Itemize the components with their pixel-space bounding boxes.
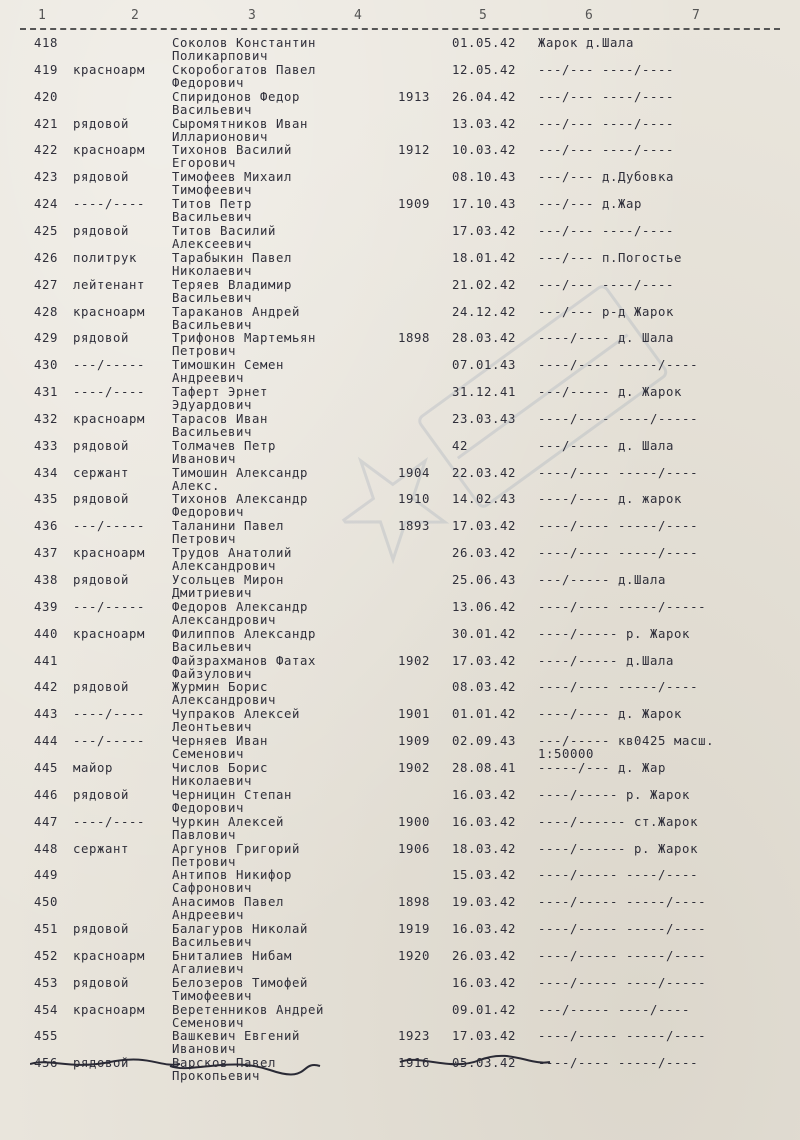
record-date: 24.12.42 [452,304,517,319]
record-patronymic: Файзулович [172,666,253,681]
record-name: Скоробогатов Павел [172,62,317,77]
record-number: 440 [34,626,59,641]
record-place: ----/---- -----/----- [538,599,707,614]
record-place: ----/---- -----/---- [538,465,699,480]
column-number: 6 [585,8,593,23]
record-patronymic: Семенович [172,747,245,762]
record-name: Тимошин Александр [172,465,309,480]
record-number: 422 [34,143,59,158]
record-place: ----/---- -----/---- [538,680,699,695]
record-name: Чуркин Алексей [172,814,285,829]
record-row [0,252,800,279]
record-place-extra: 1:50000 [538,747,595,762]
record-patronymic: Семенович [172,1015,245,1030]
record-patronymic: Дмитриевич [172,586,253,600]
record-place: ---/--- р-д Жарок [538,304,675,319]
record-number: 438 [34,573,59,587]
record-date: 18.01.42 [452,250,517,265]
record-date: 28.08.41 [452,760,517,775]
record-date: 17.03.42 [452,653,517,668]
record-row [0,520,800,547]
record-place: ----/---- -----/---- [538,519,699,534]
record-date: 21.02.42 [452,277,517,292]
record-patronymic: Васильевич [172,424,253,439]
record-number: 445 [34,760,59,775]
record-patronymic: Андреевич [172,371,245,386]
record-patronymic: Леонтьевич [172,720,253,735]
record-row [0,493,800,520]
record-rank: сержант [73,465,130,480]
record-rank: рядовой [73,438,130,453]
record-patronymic: Алексеевич [172,236,253,251]
record-patronymic: Тимофеевич [172,183,253,198]
record-place: ----/---- д. Шала [538,331,675,346]
record-date: 18.03.42 [452,841,517,856]
record-patronymic: Прокопьевич [172,1069,261,1084]
record-rank: рядовой [73,331,130,346]
record-row [0,467,800,494]
record-place: ---/----- кв0425 масш. [538,734,715,749]
record-number: 423 [34,170,59,185]
record-patronymic: Иванович [172,1042,237,1057]
record-patronymic: Егорович [172,156,237,171]
record-number: 447 [34,814,59,829]
record-rank: ---/----- [73,734,146,749]
column-number: 7 [692,8,700,23]
record-number: 454 [34,1002,59,1017]
record-number: 449 [34,868,59,883]
record-name: Теряев Владимир [172,277,293,292]
record-number: 427 [34,277,59,292]
record-number: 430 [34,358,59,373]
record-row [0,950,800,977]
record-rank: ----/---- [73,707,146,722]
record-place: ----/----- ----/---- [538,868,699,883]
record-birth-year: 1909 [398,197,431,212]
record-number: 444 [34,734,59,749]
record-patronymic: Тимофеевич [172,988,253,1003]
record-row [0,91,800,118]
record-name: Тарабыкин Павел [172,250,293,265]
record-name: Соколов Константин [172,36,317,50]
record-rank: рядовой [73,787,130,802]
record-row [0,708,800,735]
record-patronymic: Агалиевич [172,961,245,976]
column-header [0,6,800,30]
record-rank: ----/---- [73,385,146,400]
record-rank: красноарм [73,1002,146,1017]
record-place: ---/--- ----/---- [538,116,675,131]
record-date: 19.03.42 [452,895,517,910]
record-place: ----/----- р. Жарок [538,626,691,641]
record-name: Числов Борис [172,760,269,775]
record-rank: красноарм [73,626,146,641]
record-number: 450 [34,895,59,910]
record-birth-year: 1912 [398,143,431,158]
column-number: 2 [131,8,139,23]
record-patronymic: Федорович [172,505,245,520]
record-number: 429 [34,331,59,346]
record-place: ---/--- д.Жар [538,197,643,212]
record-date: 07.01.43 [452,358,517,373]
record-date: 28.03.42 [452,331,517,346]
record-row [0,977,800,1004]
record-date: 42 [452,438,469,453]
record-name: Усольцев Мирон [172,573,285,587]
record-date: 13.06.42 [452,599,517,614]
record-row [0,762,800,789]
record-row [0,601,800,628]
record-number: 439 [34,599,59,614]
record-name: Трудов Анатолий [172,546,293,561]
record-place: ----/------ р. Жарок [538,841,699,856]
record-place: ---/----- д. Шала [538,438,675,453]
record-patronymic: Александрович [172,559,277,574]
record-date: 17.03.42 [452,1029,517,1044]
record-number: 436 [34,519,59,534]
column-number: 5 [479,8,487,23]
record-number: 443 [34,707,59,722]
record-patronymic: Федорович [172,75,245,90]
record-row [0,413,800,440]
record-date: 23.03.43 [452,411,517,426]
record-patronymic: Петрович [172,854,237,869]
record-row [0,332,800,359]
record-number: 431 [34,385,59,400]
column-number: 1 [38,8,46,23]
record-row [0,359,800,386]
record-name: Антипов Никифор [172,868,293,883]
record-row [0,816,800,843]
record-patronymic: Васильевич [172,317,253,332]
record-date: 16.03.42 [452,814,517,829]
record-name: Тихонов Василий [172,143,293,158]
record-number: 442 [34,680,59,695]
record-patronymic: Николаевич [172,263,253,278]
record-date: 16.03.42 [452,975,517,990]
record-rank: ----/---- [73,197,146,212]
record-patronymic: Сафронович [172,881,253,896]
record-name: Спиридонов Федор [172,89,301,104]
column-number: 3 [248,8,256,23]
record-date: 26.03.42 [452,546,517,561]
record-date: 01.05.42 [452,36,517,50]
strike-through-scribble-icon [30,1052,770,1082]
record-patronymic: Васильевич [172,102,253,117]
record-number: 453 [34,975,59,990]
record-name: Сыромятников Иван [172,116,309,131]
record-number: 451 [34,922,59,937]
record-row [0,225,800,252]
record-date: 26.03.42 [452,948,517,963]
record-row [0,843,800,870]
record-place: Жарок д.Шала [538,36,635,50]
record-name: Белозеров Тимофей [172,975,309,990]
record-rank: ---/----- [73,519,146,534]
record-rank: рядовой [73,223,130,238]
record-row [0,628,800,655]
record-row [0,386,800,413]
record-number: 448 [34,841,59,856]
record-patronymic: Васильевич [172,210,253,225]
record-birth-year: 1916 [398,1056,431,1071]
record-place: ----/---- д. Жарок [538,707,683,722]
record-row [0,574,800,601]
record-number: 421 [34,116,59,131]
record-number: 419 [34,62,59,77]
record-number: 432 [34,411,59,426]
record-rank: красноарм [73,546,146,561]
record-number: 455 [34,1029,59,1044]
record-place: ----/---- ----/----- [538,411,699,426]
record-number: 456 [34,1056,59,1071]
record-birth-year: 1898 [398,895,431,910]
record-date: 16.03.42 [452,922,517,937]
record-birth-year: 1923 [398,1029,431,1044]
record-place: ----/---- д. жарок [538,492,683,507]
record-name: Трифонов Мартемьян [172,331,317,346]
record-place: ----/----- -----/---- [538,922,707,937]
record-place: ---/--- ----/---- [538,89,675,104]
record-row [0,547,800,574]
record-date: 25.06.43 [452,573,517,587]
record-patronymic: Николаевич [172,773,253,788]
record-patronymic: Илларионович [172,129,269,144]
record-rank: красноарм [73,62,146,77]
record-name: Файзрахманов Фатах [172,653,317,668]
record-rank: красноарм [73,304,146,319]
record-birth-year: 1919 [398,922,431,937]
record-patronymic: Федорович [172,800,245,815]
record-rank: красноарм [73,143,146,158]
record-date: 17.10.43 [452,197,517,212]
record-date: 17.03.42 [452,223,517,238]
record-birth-year: 1909 [398,734,431,749]
record-place: ---/----- ----/---- [538,1002,691,1017]
record-rank: рядовой [73,1056,130,1071]
record-date: 02.09.43 [452,734,517,749]
record-patronymic: Петрович [172,532,237,547]
record-place: ----/----- р. Жарок [538,787,691,802]
record-patronymic: Иванович [172,451,237,466]
record-date: 14.02.43 [452,492,517,507]
record-row [0,171,800,198]
record-rank: красноарм [73,948,146,963]
record-row [0,440,800,467]
record-name: Тарасов Иван [172,411,269,426]
record-row [0,896,800,923]
record-number: 435 [34,492,59,507]
record-date: 16.03.42 [452,787,517,802]
record-name: Аргунов Григорий [172,841,301,856]
record-name: Филиппов Александр [172,626,317,641]
record-rank: майор [73,760,114,775]
record-row [0,923,800,950]
column-number: 4 [354,8,362,23]
record-rank: рядовой [73,116,130,131]
record-name: Таферт Эрнет [172,385,269,400]
record-date: 12.05.42 [452,62,517,77]
record-date: 15.03.42 [452,868,517,883]
record-number: 418 [34,36,59,50]
record-name: Таланини Павел [172,519,285,534]
record-birth-year: 1898 [398,331,431,346]
record-date: 31.12.41 [452,385,517,400]
record-name: Тараканов Андрей [172,304,301,319]
record-rank: рядовой [73,975,130,990]
record-birth-year: 1910 [398,492,431,507]
record-row [0,37,800,64]
record-birth-year: 1901 [398,707,431,722]
record-row [0,279,800,306]
record-name: Журмин Борис [172,680,269,695]
record-number: 428 [34,304,59,319]
record-patronymic: Васильевич [172,639,253,654]
record-date: 26.04.42 [452,89,517,104]
record-row [0,64,800,91]
record-name: Бниталиев Нибам [172,948,293,963]
record-place: ----/------ ст.Жарок [538,814,699,829]
record-row [0,306,800,333]
record-place: ---/--- ----/---- [538,223,675,238]
record-birth-year: 1900 [398,814,431,829]
record-patronymic: Павлович [172,827,237,842]
record-birth-year: 1906 [398,841,431,856]
record-date: 09.01.42 [452,1002,517,1017]
record-number: 424 [34,197,59,212]
record-date: 22.03.42 [452,465,517,480]
record-row [0,655,800,682]
record-name: Титов Петр [172,197,253,212]
record-rank: красноарм [73,411,146,426]
record-place: ---/--- ----/---- [538,277,675,292]
record-number: 434 [34,465,59,480]
record-place: ---/--- п.Погостье [538,250,683,265]
record-number: 425 [34,223,59,238]
record-patronymic: Васильевич [172,935,253,950]
record-place: ----/----- д.Шала [538,653,675,668]
record-place: ----/----- -----/---- [538,895,707,910]
header-divider [20,28,780,30]
record-name: Черняев Иван [172,734,269,749]
record-row [0,789,800,816]
record-rank: ----/---- [73,814,146,829]
record-number: 426 [34,250,59,265]
record-number: 446 [34,787,59,802]
record-row [0,118,800,145]
record-name: Анасимов Павел [172,895,285,910]
record-date: 01.01.42 [452,707,517,722]
record-patronymic: Алекс. [172,478,221,493]
record-name: Чупраков Алексей [172,707,301,722]
record-date: 10.03.42 [452,143,517,158]
record-row [0,198,800,225]
record-row [0,681,800,708]
record-rank: рядовой [73,492,130,507]
record-row [0,869,800,896]
record-patronymic: Александрович [172,612,277,627]
record-rank: лейтенант [73,277,146,292]
record-birth-year: 1893 [398,519,431,534]
record-birth-year: 1904 [398,465,431,480]
record-rank: рядовой [73,922,130,937]
record-name: Толмачев Петр [172,438,277,453]
record-place: ----/---- -----/---- [538,358,699,373]
record-place: ----/---- -----/---- [538,1056,699,1071]
record-date: 17.03.42 [452,519,517,534]
record-name: Веретенников Андрей [172,1002,325,1017]
record-birth-year: 1902 [398,760,431,775]
record-number: 420 [34,89,59,104]
record-row [0,144,800,171]
record-rank: рядовой [73,680,130,695]
record-name: Тимошкин Семен [172,358,285,373]
record-number: 433 [34,438,59,453]
record-name: Черницин Степан [172,787,293,802]
record-rank: политрук [73,250,138,265]
record-place: ----/----- -----/---- [538,948,707,963]
record-place: ---/--- ----/---- [538,62,675,77]
record-name: Варсков Павел [172,1056,277,1071]
record-rank: сержант [73,841,130,856]
record-birth-year: 1913 [398,89,431,104]
record-place: ----/----- -----/---- [538,1029,707,1044]
record-number: 441 [34,653,59,668]
record-patronymic: Васильевич [172,290,253,305]
record-date: 08.10.43 [452,170,517,185]
record-date: 08.03.42 [452,680,517,695]
record-patronymic: Андреевич [172,908,245,923]
record-name: Балагуров Николай [172,922,309,937]
record-name: Вашкевич Евгений [172,1029,301,1044]
record-place: ---/--- ----/---- [538,143,675,158]
record-patronymic: Эдуардович [172,398,253,413]
record-date: 05.03.42 [452,1056,517,1071]
record-date: 13.03.42 [452,116,517,131]
record-row [0,1004,800,1031]
record-patronymic: Александрович [172,693,277,708]
record-name: Титов Василий [172,223,277,238]
record-place: ---/--- д.Дубовка [538,170,675,185]
record-place: -----/--- д. Жар [538,760,667,775]
record-name: Тимофеев Михаил [172,170,293,185]
record-place: ----/---- -----/---- [538,546,699,561]
record-place: ---/----- д. Жарок [538,385,683,400]
record-row [0,735,800,762]
record-rank: ---/----- [73,358,146,373]
record-birth-year: 1902 [398,653,431,668]
record-rank: рядовой [73,573,130,587]
record-name: Тихонов Александр [172,492,309,507]
record-rank: рядовой [73,170,130,185]
record-number: 452 [34,948,59,963]
record-place: ----/----- ----/----- [538,975,707,990]
record-name: Федоров Александр [172,599,309,614]
record-rank: ---/----- [73,599,146,614]
record-place: ---/----- д.Шала [538,573,667,587]
record-date: 30.01.42 [452,626,517,641]
record-patronymic: Петрович [172,344,237,359]
record-patronymic: Поликарпович [172,49,269,63]
record-number: 437 [34,546,59,561]
record-birth-year: 1920 [398,948,431,963]
